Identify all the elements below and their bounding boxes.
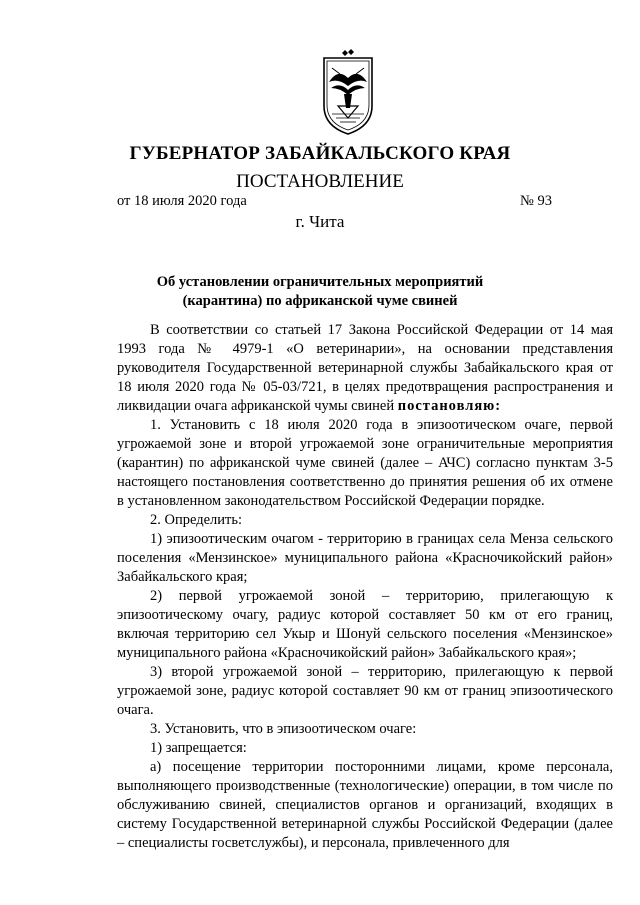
decree-keyword: постановляю: xyxy=(397,398,502,414)
document-number: № 93 xyxy=(520,193,552,209)
paragraph-2-3: 3) второй угрожаемой зоной – территорию, прилегающую к первой угрожаемой зоне, радиус которой составляет 90 км от границ эпизоотического очага. xyxy=(117,664,613,718)
paragraph-3-1: 1) запрещается: xyxy=(150,740,247,756)
document-type: ПОСТАНОВЛЕНИЕ xyxy=(236,171,404,192)
preamble-text: В соответствии со статьей 17 Закона Российской Федерации от 14 мая 1993 года № 4979-1 «О ветеринарии», на основании представления руководителя Государственной ветеринарной службы Забайкальского края от 18 июля 2020 года № 05-03/721, в целях предотвращения распространения и ликвидации очага африканской чумы свиней xyxy=(117,322,613,414)
coat-of-arms-icon xyxy=(318,48,378,136)
paragraph-3: 3. Установить, что в эпизоотическом очаге: xyxy=(150,721,417,737)
paragraph-2-2: 2) первой угрожаемой зоной – территорию, прилегающую к эпизоотическому очагу, радиус которой составляет 50 км от его границ, включая территорию сел Укыр и Шонуй сельского поселения «Мензинское» муниципального района «Красночикойский район» Забайкальского края»; xyxy=(117,588,613,661)
document-date: от 18 июля 2020 года xyxy=(117,193,247,209)
issuer-title: ГУБЕРНАТОР ЗАБАЙКАЛЬСКОГО КРАЯ xyxy=(129,143,511,164)
document-subject: Об установлении ограничительных мероприятий (карантина) по африканской чуме свиней xyxy=(156,274,484,309)
paragraph-3-1-a: а) посещение территории посторонними лицами, кроме персонала, выполняющего производственные (технологические) операции, в том числе по обслуживанию свиней, специалистов органов и организаций, входящих в систему Государственной ветеринарной службы Российской Федерации (далее – специалисты госветслужбы), и персонала, привлеченного для xyxy=(117,759,613,851)
document-city: г. Чита xyxy=(295,212,345,231)
paragraph-2-1: 1) эпизоотическим очагом - территорию в границах села Менза сельского поселения «Мензинское» муниципального района «Красночикойский район» Забайкальского края; xyxy=(117,531,613,585)
paragraph-2: 2. Определить: xyxy=(150,512,243,528)
preamble-paragraph xyxy=(117,321,613,416)
paragraph-1: 1. Установить с 18 июля 2020 года в эпизоотическом очаге, первой угрожаемой зоне и второй угрожаемой зоне ограничительные мероприятия (карантин) по африканской чуме свиней (далее – АЧС) согласно пунктам 3-5 настоящего постановления соответственно до принятия решения об их отмене в установленном законодательством Российской Федерации порядке. xyxy=(117,417,613,509)
document-body xyxy=(117,321,613,853)
